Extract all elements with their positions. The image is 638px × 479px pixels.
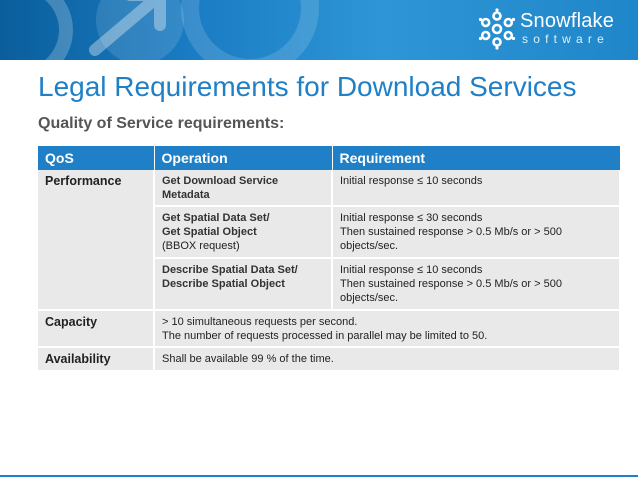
footer-rule (0, 475, 638, 477)
operation-cell (154, 258, 332, 310)
table-row (38, 347, 620, 371)
logo-tagline: software (522, 32, 609, 46)
requirement-text: > 10 simultaneous requests per second. (162, 316, 358, 328)
column-header-qos: QoS (38, 146, 154, 170)
requirement-text: Initial response ≤ 30 seconds (340, 212, 483, 224)
operation-name: Describe Spatial Object (162, 278, 285, 290)
requirement-cell (154, 347, 620, 371)
requirement-cell (154, 310, 620, 347)
requirement-cell (332, 258, 620, 310)
requirement-text: objects/sec. (340, 240, 399, 252)
operation-name: Get Download Service (162, 175, 279, 187)
logo-name: Snowflake (520, 10, 615, 32)
operation-cell (154, 206, 332, 258)
requirement-text: objects/sec. (340, 292, 399, 304)
snowflake-icon (476, 8, 518, 50)
operation-name: Get Spatial Object (162, 226, 257, 238)
requirement-text: Then sustained response > 0.5 Mb/s or > 500 (340, 226, 562, 238)
operation-name: Metadata (162, 189, 210, 201)
header-banner (0, 0, 638, 60)
requirement-text: The number of requests processed in parallel may be limited to 50. (162, 330, 488, 342)
operation-name: Describe Spatial Data Set/ (162, 264, 298, 276)
requirement-cell (332, 206, 620, 258)
qos-availability: Availability (38, 347, 154, 371)
requirement-text: Then sustained response > 0.5 Mb/s or > 500 (340, 278, 562, 290)
operation-note: (BBOX request) (162, 240, 240, 252)
requirement-cell (332, 170, 620, 206)
operation-name: Get Spatial Data Set/ (162, 212, 270, 224)
qos-capacity: Capacity (38, 310, 154, 347)
operation-cell (154, 170, 332, 206)
requirement-text: Initial response ≤ 10 seconds (340, 264, 483, 276)
column-header-operation: Operation (154, 146, 332, 170)
qos-performance: Performance (38, 170, 154, 310)
requirement-text: Shall be available 99 % of the time. (162, 353, 334, 365)
page-title: Legal Requirements for Download Services (38, 71, 577, 102)
column-header-requirement: Requirement (332, 146, 620, 170)
snowflake-logo (476, 7, 626, 51)
qos-table (38, 146, 621, 372)
decorative-arrow-graphic (0, 0, 330, 60)
table-header-row (38, 146, 620, 170)
table-row (38, 310, 620, 347)
requirement-text: Initial response ≤ 10 seconds (340, 175, 483, 187)
section-subtitle: Quality of Service requirements: (38, 115, 285, 132)
table-row (38, 170, 620, 206)
